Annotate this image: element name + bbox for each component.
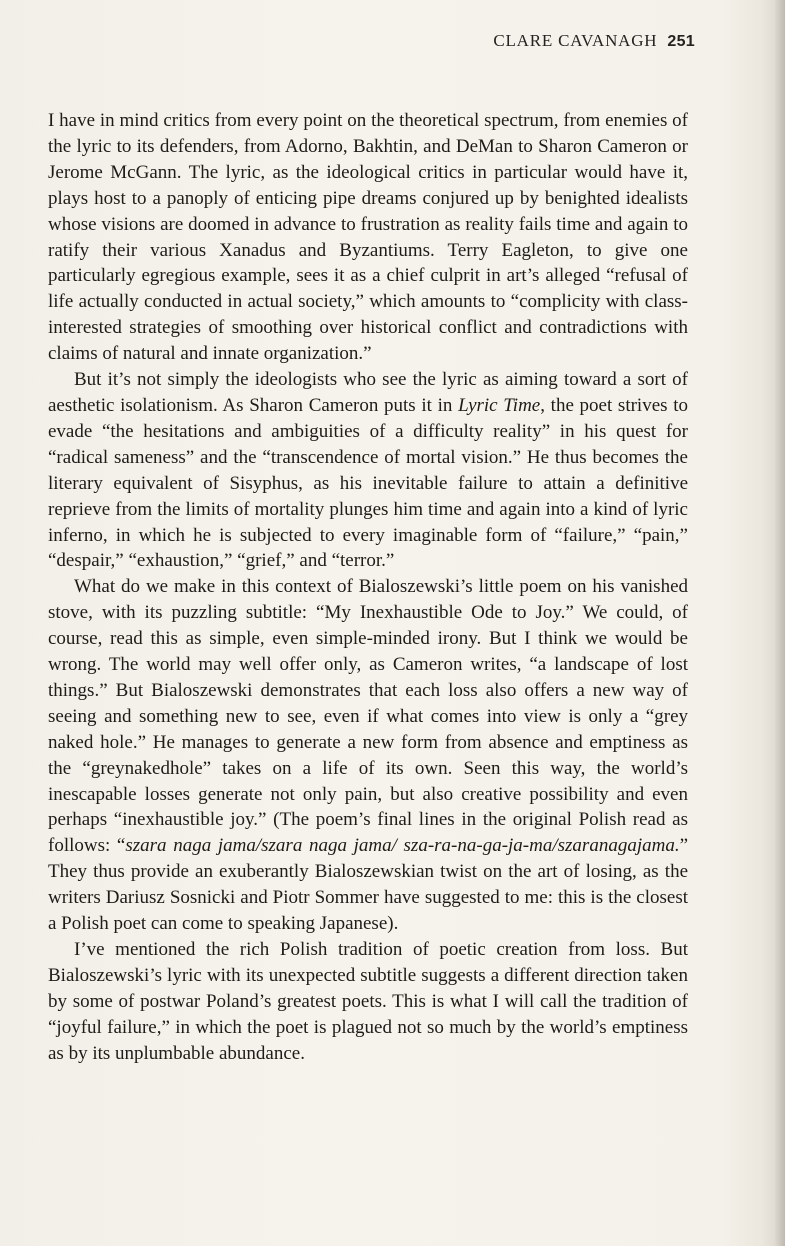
paragraph-text: What do we make in this context of Bialoszewski’s little poem on his vanished stove, with its puzzling subtitle: “My Inexhaustible Ode to Joy.” We could, of course, read this as simple, even simple-minded irony. But I think we would be wrong. The world may well offer only, as Cameron writes, “a landscape of lost things.” But Bialoszewski demonstrates that each loss also offers a new way of seeing and something new to see, even if what comes into view is only a “grey naked hole.” He manages to generate a new form from absence and emptiness as the “greynakedhole” takes on a life of its own. Seen this way, the world’s inescapable losses generate not only pain, but also creative possibility and even perhaps “inexhaustible joy.” (The poem’s final lines in the original Polish read as follows: “ bbox=[48, 576, 688, 857]
page-number: 251 bbox=[667, 33, 695, 50]
body-text bbox=[48, 108, 688, 1067]
paragraph-text: But it’s not simply the ideologists who see the lyric as aiming toward a sort of aesthetic isolationism. As Sharon Cameron puts it in bbox=[48, 369, 688, 416]
book-title-italic: Lyric Time bbox=[458, 394, 541, 416]
paragraph bbox=[48, 367, 688, 574]
paragraph-text: I have in mind critics from every point on the theoretical spectrum, from enemies of the lyric to its defenders, from Adorno, Bakhtin, and DeMan to Sharon Cameron or Jerome McGann. The lyric, as the ideological critics in particular would have it, plays host to a panoply of enticing pipe dreams conjured up by benighted idealists whose visions are doomed in advance to frustration as reality fails time and again to ratify their various Xanadus and Byzantiums. Terry Eagleton, to give one particularly egregious example, sees it as a chief culprit in art’s alleged “refusal of life actually conducted in actual society,” which amounts to “complicity with class-interested strategies of smoothing over historical conflict and contradictions with claims of natural and innate organization.” bbox=[48, 110, 688, 365]
paragraph bbox=[48, 937, 688, 1067]
running-header bbox=[493, 31, 695, 51]
paragraph-text: I’ve mentioned the rich Polish tradition of poetic creation from loss. But Bialoszewski’s lyric with its unexpected subtitle suggests a different direction taken by some of postwar Poland’s greatest poets. This is what I will call the tradition of “joyful failure,” in which the poet is plagued not so much by the world’s emptiness as by its unplumbable abundance. bbox=[48, 939, 688, 1064]
paragraph-text: , the poet strives to evade “the hesitations and ambiguities of a difficulty reality” in his quest for “radical sameness” and the “transcendence of mortal vision.” He thus becomes the literary equivalent of Sisyphus, as his inevitable failure to attain a definitive reprieve from the limits of mortality plunges him time and again into a kind of lyric inferno, in which he is subjected to every imaginable form of “failure,” “pain,” “despair,” “exhaustion,” “grief,” and “terror.” bbox=[48, 394, 688, 572]
polish-quotation-italic: szara naga jama/szara naga jama/ sza-ra-na-ga-ja-ma/szaranagajama. bbox=[125, 835, 680, 857]
paragraph bbox=[48, 108, 688, 367]
running-header-author: CLARE CAVANAGH bbox=[493, 31, 658, 50]
paragraph bbox=[48, 574, 688, 937]
page-edge-shadow bbox=[775, 0, 785, 1246]
paragraph-text: ” They thus provide an exuberantly Bialoszewskian twist on the art of losing, as the writers Dariusz Sosnicki and Piotr Sommer have suggested to me: this is the closest a Polish poet can come to speaking Japanese). bbox=[48, 835, 689, 935]
